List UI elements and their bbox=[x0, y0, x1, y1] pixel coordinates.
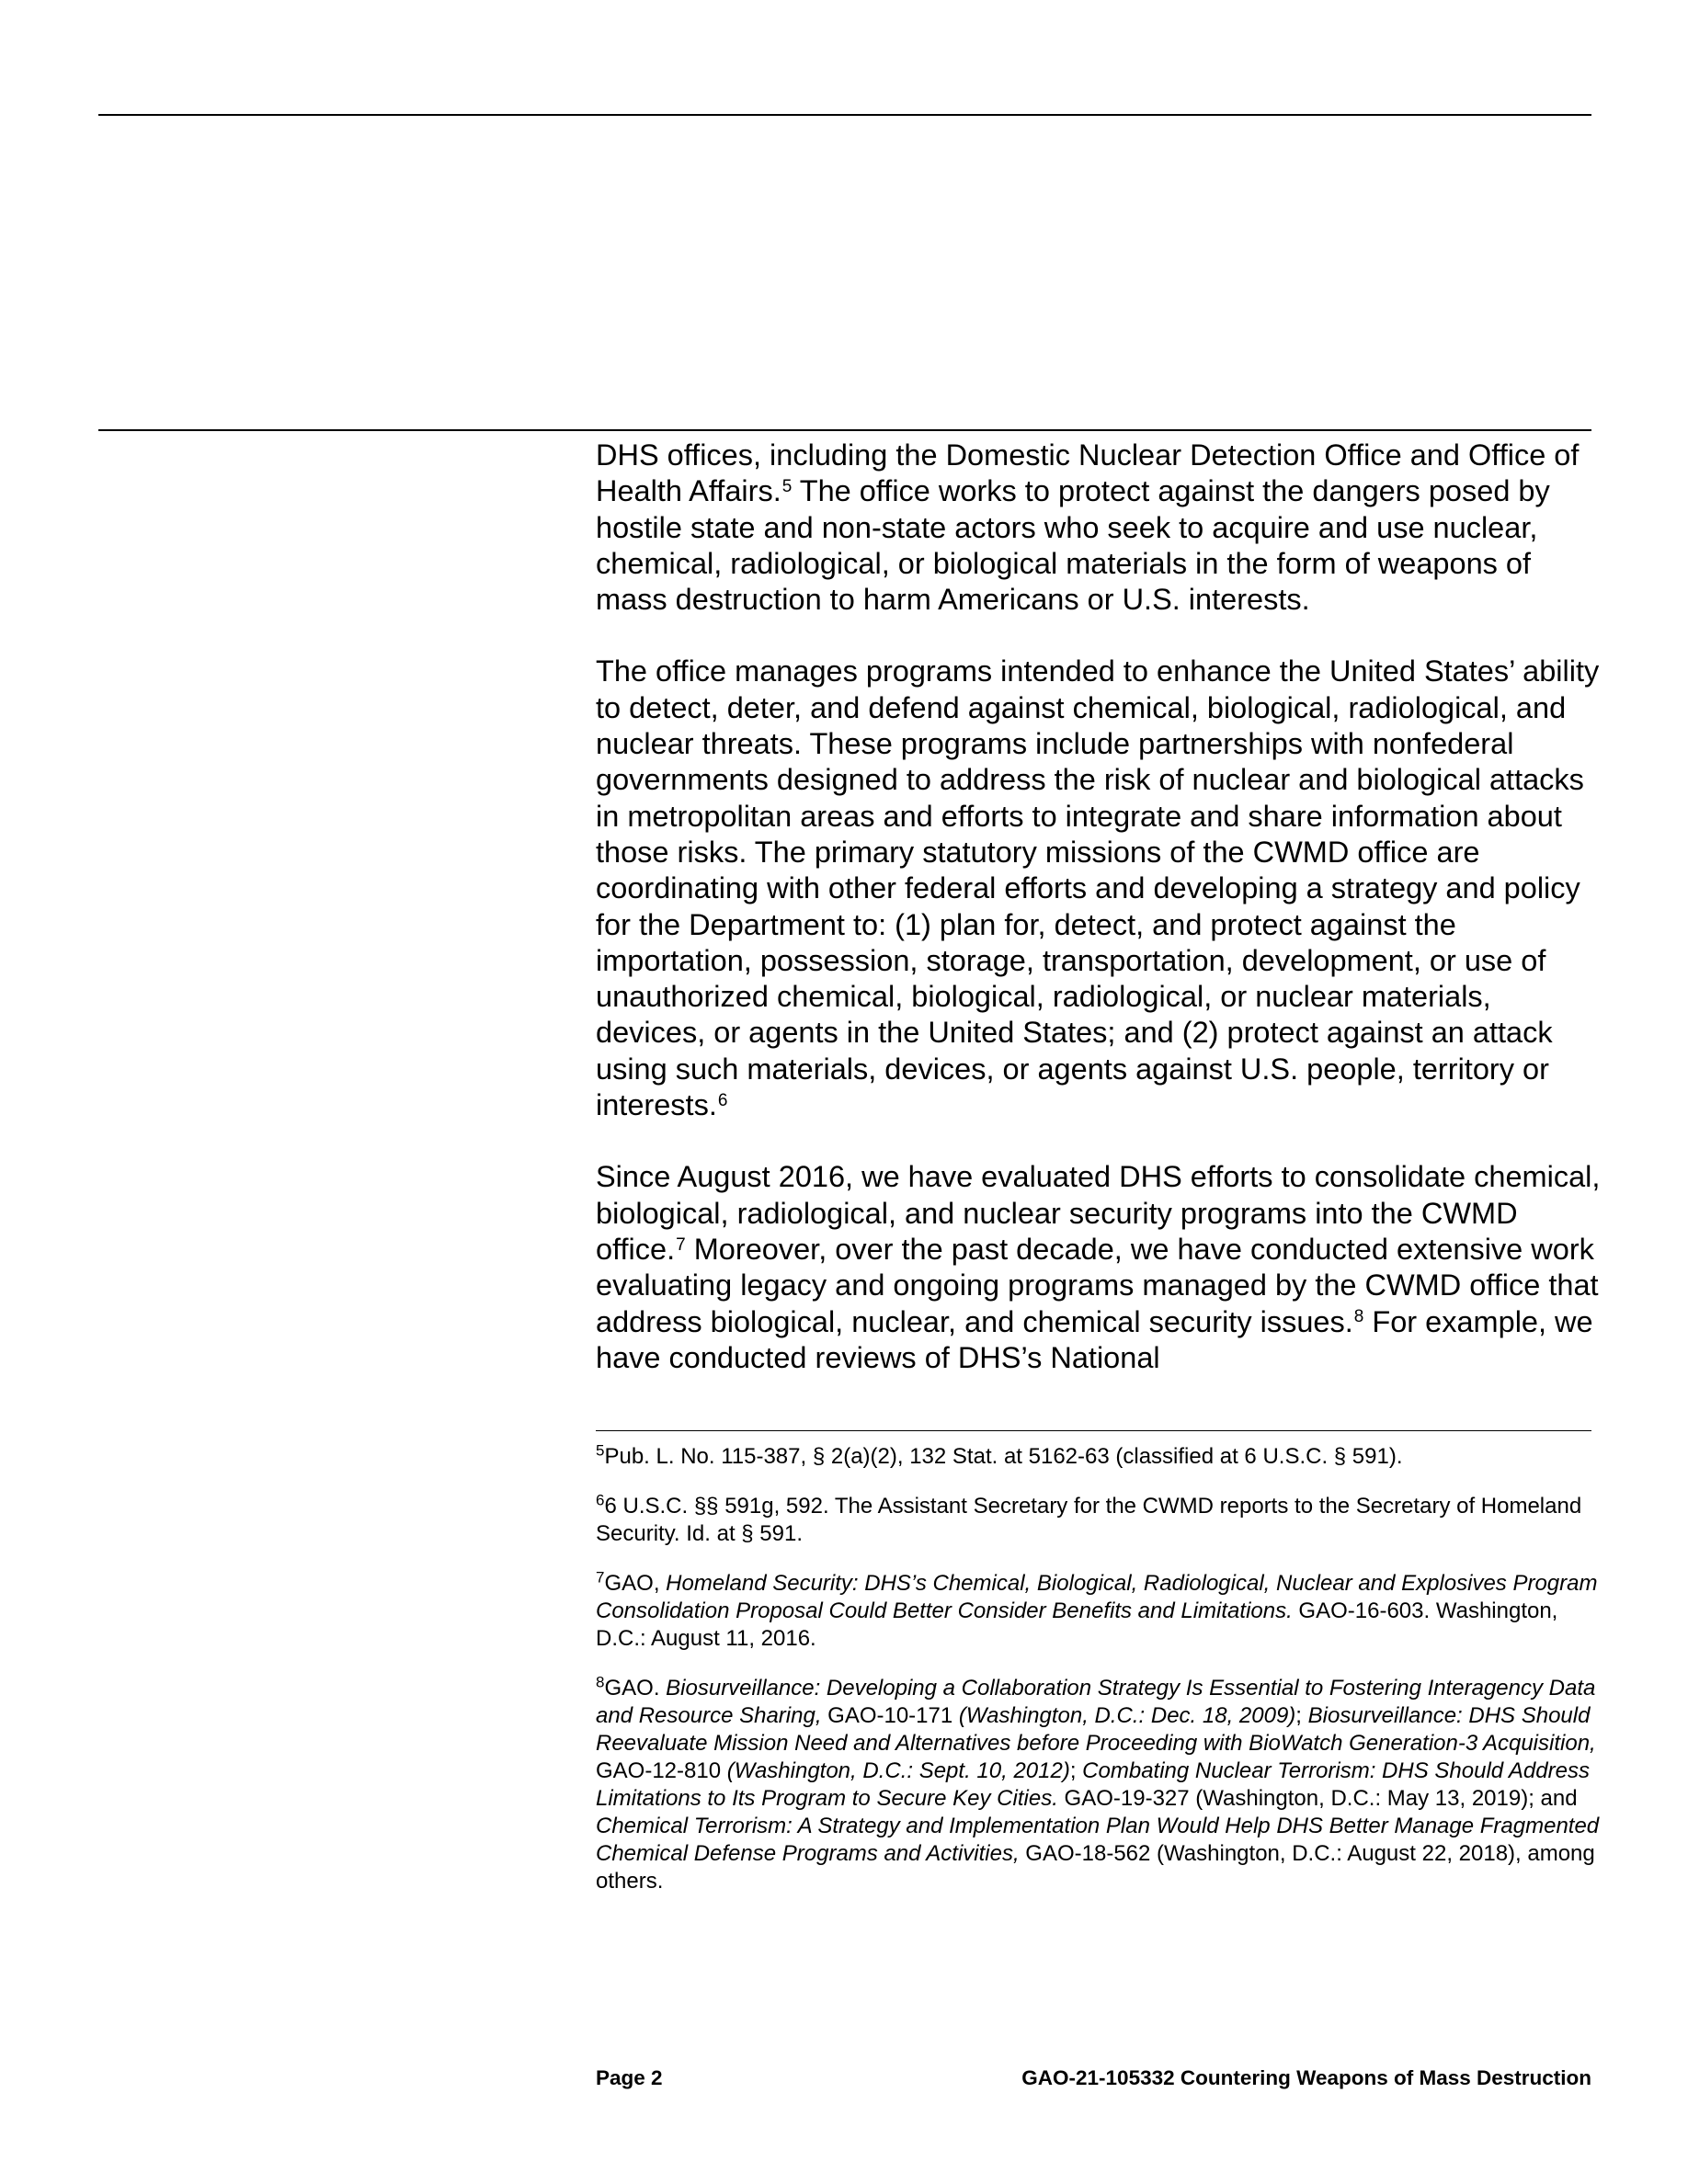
footnote-separator bbox=[596, 1430, 1591, 1431]
footnote-5: $^5$Pub. L. No. 115-387, § 2(a)(2), 132 Stat. at 5162-63 (classified at 6 U.S.C. § 591). bbox=[596, 1441, 1403, 1469]
header-rule-bottom bbox=[98, 429, 1591, 431]
paragraph-2: The office manages programs intended to enhance the United States’ ability to detect, deter, and defend against chemical, biological, radiological, and nuclear threats. These programs include partnerships with nonfederal governments designed to address the risk of nuclear and biological attacks in metropolitan areas and efforts to integrate and share information about those risks. The primary statutory missions of the CWMD office are coordinating with other federal efforts and developing a strategy and policy for the Department to: (1) plan for, detect, and protect against the importation, possession, storage, transportation, development, or use of unauthorized chemical, biological, radiological, or nuclear materials, devices, or agents in the United States; and (2) protect against an attack using such materials, devices, or agents against U.S. people, territory or interests.$^6$ bbox=[596, 654, 1600, 1122]
footnote-7: $^7$GAO, Homeland Security: DHS’s Chemical, Biological, Radiological, Nuclear and Explosives Program Consolidation Proposal Could Better Consider Benefits and Limitations. GAO-16-603. Washington, D.C.: August 11, 2016. bbox=[596, 1568, 1598, 1651]
footnote-ref-7[interactable]: 7 bbox=[676, 1234, 686, 1255]
footnote-8: $^8$GAO. Biosurveillance: Developing a Collaboration Strategy Is Essential to Fostering Interagency Data and Resource Sharing, GAO-10-171 (Washington, D.C.: Dec. 18, 2009); Biosurveillance: DHS Should Reevaluate Mission Need and Alternatives before Proceeding with BioWatch Generation-3 Acquisition, GAO-12-810 (Washington, D.C.: Sept. 10, 2012); Combating Nuclear Terrorism: DHS Should Address Limitations to Its Program to Secure Key Cities. GAO-19-327 (Washington, D.C.: May 13, 2019); and Chemical Terrorism: A Strategy and Implementation Plan Would Help DHS Better Manage Fragmented Chemical Defense Programs and Activities, GAO-18-562 (Washington, D.C.: August 22, 2018), among others. bbox=[596, 1673, 1600, 1894]
footnote-ref-5[interactable]: 5 bbox=[781, 476, 793, 496]
footnote-ref-6[interactable]: 6 bbox=[717, 1090, 728, 1110]
footnotes bbox=[596, 1443, 1600, 1917]
page-number: Page 2 bbox=[596, 2066, 663, 2089]
report-title: GAO-21-105332 Countering Weapons of Mass Destruction bbox=[1021, 2066, 1591, 2089]
paragraph-1: DHS offices, including the Domestic Nuclear Detection Office and Office of Health Affairs.$^5$ The office works to protect against the dangers posed by hostile state and non-state actors who seek to acquire and use nuclear, chemical, radiological, or biological materials in the form of weapons of mass destruction to harm Americans or U.S. interests. bbox=[596, 438, 1580, 617]
footnote-6: $^6$6 U.S.C. §§ 591g, 592. The Assistant Secretary for the CWMD reports to the Secretary of Homeland Security. Id. at § 591. bbox=[596, 1491, 1582, 1546]
header-rule-top bbox=[98, 114, 1591, 116]
body-text bbox=[596, 438, 1607, 1412]
paragraph-3: Since August 2016, we have evaluated DHS efforts to consolidate chemical, biological, radiological, and nuclear security programs into the CWMD office.$^7$ Moreover, over the past decade, we have conducted extensive work evaluating legacy and ongoing programs managed by the CWMD office that address biological, nuclear, and chemical security issues.$^8$ For example, we have conducted reviews of DHS’s National bbox=[596, 1160, 1601, 1374]
footnote-ref-8[interactable]: 8 bbox=[1353, 1307, 1364, 1327]
